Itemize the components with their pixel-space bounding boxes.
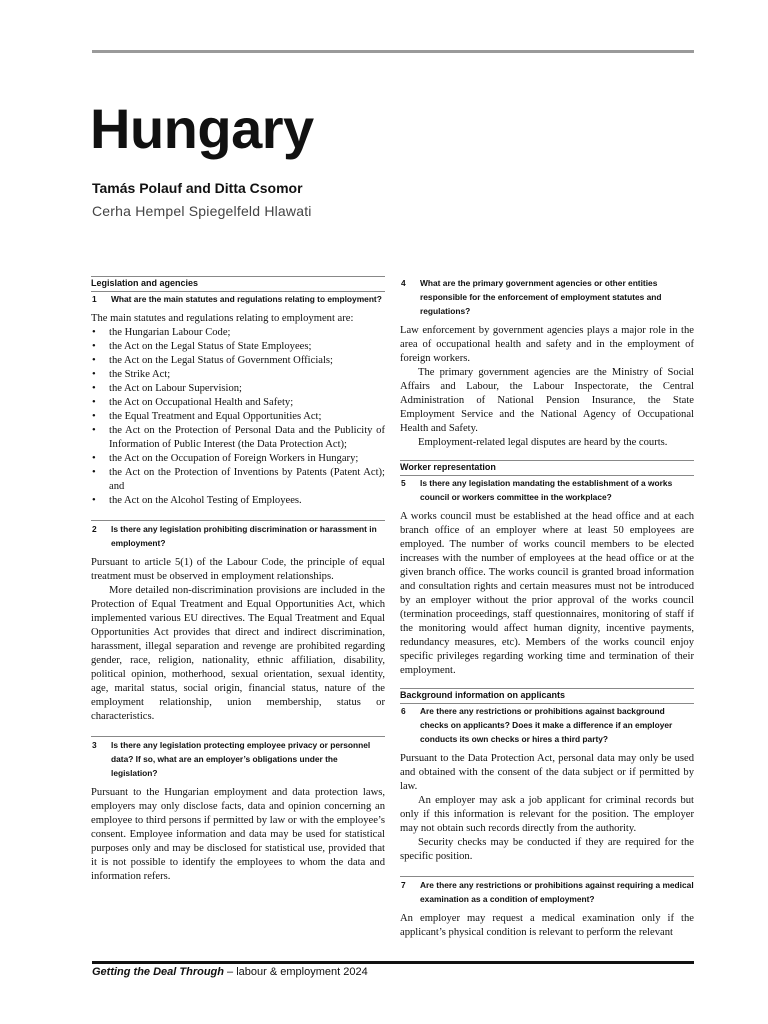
- answer-paragraph: A works council must be established at the head office and at each branch office of an employer where at least 50 employees are employed. The number of works council members to be elected increases with the number of employees at the head office or at the given branch office. The works council is granted broad information and consultation rights and certain measures must not be introduced by an employer without the prior approval of the works council (termination proceedings, staff questionnaires, monitoring of staff if the monitoring would affect human dignity, incentive payments, redundancy measures, etc). Members of the works council enjoy specific privileges regarding working time and termination of their employment.: [400, 511, 694, 676]
- footer-separator: –: [224, 966, 237, 978]
- right-column: [400, 276, 694, 940]
- list-item: • the Equal Treatment and Equal Opportunities Act;: [91, 410, 385, 424]
- answer-5: [400, 510, 694, 678]
- answer-4: [400, 324, 694, 450]
- list-item: • the Hungarian Labour Code;: [91, 326, 385, 340]
- question-number: 2: [92, 524, 97, 534]
- answer-3: [91, 786, 385, 884]
- answer-paragraph: Pursuant to the Data Protection Act, personal data may only be used and obtained with the consent of the data subject or if permitted by law.: [400, 753, 694, 792]
- question-text: Are there any restrictions or prohibitions against background checks on applicants? Does it make a difference if an employer conducts its own checks or hires a third party?: [420, 706, 673, 744]
- question-number: 4: [401, 278, 406, 288]
- answer-paragraph: Security checks may be conducted if they are required for the specific position.: [400, 837, 694, 862]
- page-title: Hungary: [90, 97, 314, 160]
- question-number: 5: [401, 478, 406, 488]
- answer-paragraph: An employer may ask a job applicant for criminal records but only if this information is relevant for the position. The employer may not obtain such records directly from the authority.: [400, 795, 694, 834]
- answer-paragraph: Employment-related legal disputes are heard by the courts.: [418, 437, 668, 448]
- question-2: [91, 520, 385, 550]
- statute-list: [91, 326, 385, 508]
- running-footer: [92, 966, 368, 978]
- question-1: [91, 292, 385, 306]
- question-text: Is there any legislation mandating the establishment of a works council or workers committee in the workplace?: [420, 478, 673, 502]
- footer-subject: labour & employment: [236, 966, 341, 978]
- answer-2: [91, 556, 385, 724]
- question-number: 3: [92, 740, 97, 750]
- authors: Tamás Polauf and Ditta Csomor: [92, 180, 303, 196]
- list-item: • the Act on the Legal Status of Government Officials;: [91, 354, 385, 368]
- question-text: Is there any legislation prohibiting discrimination or harassment in employment?: [111, 524, 377, 548]
- question-text: What are the primary government agencies or other entities responsible for the enforcement of employment statutes and regulations?: [420, 278, 662, 316]
- answer-paragraph: An employer may request a medical examination only if the applicant’s physical condition is relevant to perform the relevant: [400, 913, 694, 938]
- question-number: 7: [401, 880, 406, 890]
- list-item: • the Act on the Alcohol Testing of Employees.: [91, 494, 385, 508]
- list-item: • the Act on the Legal Status of State Employees;: [91, 340, 385, 354]
- answer-paragraph: More detailed non-discrimination provisions are included in the Protection of Equal Treatment and Equal Opportunities Act, which implemented various EU directives. The Equal Treatment and Equal Opportunities Act provides that direct and indirect discrimination, harassment, illegal separation and revenge are prohibited regarding gender, race, religion, nationality, ethnic affiliation, disability, political opinion, motherhood, sexual orientation, sexual identity, age, marital status, social origin, financial status, nature of the employment relationship, union membership, status or characteristics.: [91, 585, 385, 722]
- answer-7: [400, 912, 694, 940]
- section-heading-background-information: Background information on applicants: [400, 688, 694, 704]
- question-4: [400, 276, 694, 318]
- answer-paragraph: The main statutes and regulations relating to employment are:: [91, 313, 354, 324]
- section-heading-legislation: Legislation and agencies: [91, 276, 385, 292]
- question-text: Is there any legislation protecting employee privacy or personnel data? If so, what are an employer’s obligations under the legislation?: [111, 740, 371, 778]
- answer-paragraph: The primary government agencies are the Ministry of Social Affairs and Labour, the Labour Inspectorate, the Central Administration of National Pension Insurance, the State Employment Service and the National Agency of Occupational Health and Safety.: [400, 367, 694, 434]
- section-heading-worker-representation: Worker representation: [400, 460, 694, 476]
- law-firm: Cerha Hempel Spiegelfeld Hlawati: [92, 203, 312, 219]
- question-7: [400, 876, 694, 906]
- list-item: • the Act on the Occupation of Foreign Workers in Hungary;: [91, 452, 385, 466]
- answer-6: [400, 752, 694, 864]
- question-3: [91, 736, 385, 780]
- footer-year: 2024: [340, 966, 368, 978]
- question-text: What are the main statutes and regulations relating to employment?: [111, 294, 382, 304]
- left-column: [91, 276, 385, 884]
- list-item: • the Strike Act;: [91, 368, 385, 382]
- question-6: [400, 704, 694, 746]
- list-item: • the Act on Occupational Health and Safety;: [91, 396, 385, 410]
- question-number: 6: [401, 706, 406, 716]
- answer-paragraph: Pursuant to the Hungarian employment and data protection laws, employers may only disclose facts, data and opinion concerning an employee to third persons if permitted by law or with the employee’s consent. Employee information and data may be used for statistical purposes only and may be disclosed for statistical use, provided that it is not possible to identify the employees to whom the data and information refers.: [91, 787, 385, 882]
- top-rule: [92, 50, 694, 53]
- answer-paragraph: Pursuant to article 5(1) of the Labour Code, the principle of equal treatment must be observed in employment relationships.: [91, 557, 385, 582]
- question-text: Are there any restrictions or prohibitions against requiring a medical examination as a condition of employment?: [420, 880, 694, 904]
- list-item: • the Act on Labour Supervision;: [91, 382, 385, 396]
- bottom-rule: [92, 961, 694, 964]
- publication-name: Getting the Deal Through: [92, 966, 224, 978]
- list-item: • the Act on the Protection of Inventions by Patents (Patent Act); and: [91, 466, 385, 494]
- question-number: 1: [92, 294, 97, 304]
- question-5: [400, 476, 694, 504]
- answer-paragraph: Law enforcement by government agencies plays a major role in the area of occupational health and safety and in the employment of foreign workers.: [400, 325, 694, 364]
- answer-1: [91, 312, 385, 508]
- list-item: • the Act on the Protection of Personal Data and the Publicity of Information of Public Interest (the Data Protection Act);: [91, 424, 385, 452]
